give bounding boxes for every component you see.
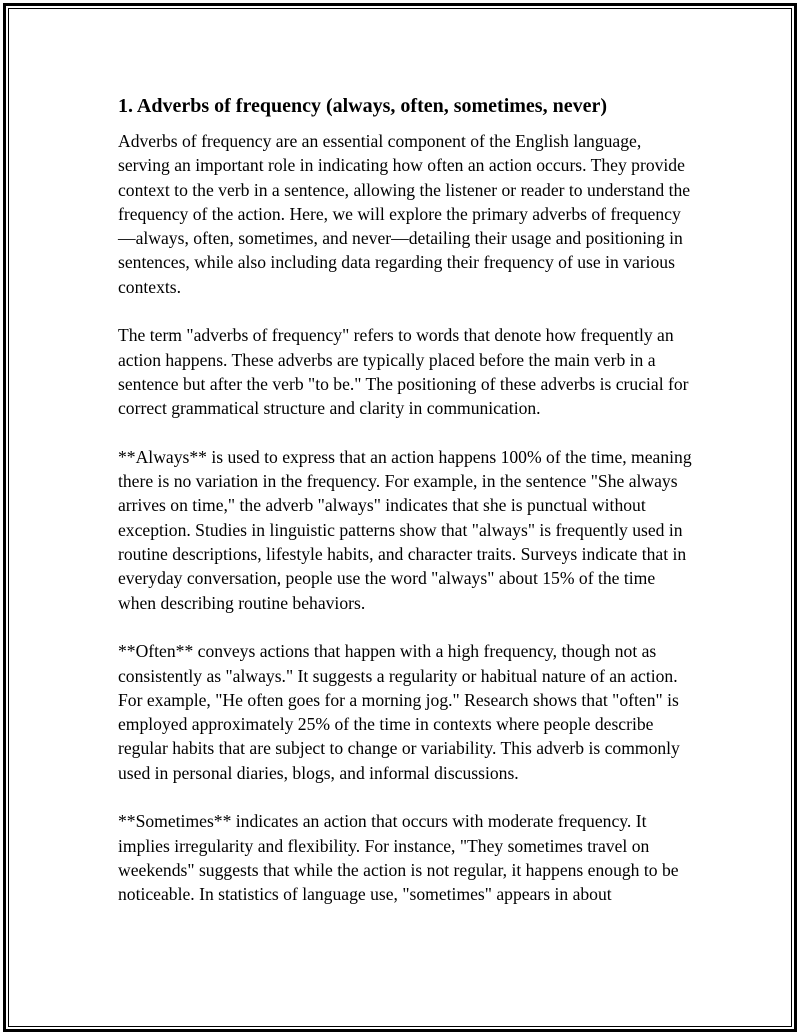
document-body (118, 92, 693, 931)
paragraph-often: **Often** conveys actions that happen with a high frequency, though not as consistently as "always." It suggests a regularity or habitual nature of an action. For example, "He often goes for a morning jog." Research shows that "often" is employed approximately 25% of the time in contexts where people describe regular habits that are subject to change or variability. This adverb is commonly used in personal diaries, blogs, and informal discussions. (118, 641, 680, 783)
paragraph-sometimes: **Sometimes** indicates an action that occurs with moderate frequency. It implies irregularity and flexibility. For instance, "They sometimes travel on weekends" suggests that while the action is not regular, it happens enough to be noticeable. In statistics of language use, "sometimes" appears in about (118, 811, 679, 905)
paragraph-intro: Adverbs of frequency are an essential component of the English language, serving an important role in indicating how often an action occurs. They provide context to the verb in a sentence, allowing the listener or reader to understand the frequency of the action. Here, we will explore the primary adverbs of frequency—always, often, sometimes, and never—detailing their usage and positioning in sentences, while also including data regarding their frequency of use in various contexts. (118, 131, 691, 297)
paragraph-definition: The term "adverbs of frequency" refers to words that denote how frequently an action happens. These adverbs are typically placed before the main verb in a sentence but after the verb "to be." The positioning of these adverbs is crucial for correct grammatical structure and clarity in communication. (118, 325, 689, 419)
section-heading: 1. Adverbs of frequency (always, often, sometimes, never) (118, 95, 607, 117)
paragraph-always: **Always** is used to express that an action happens 100% of the time, meaning there is no variation in the frequency. For example, in the sentence "She always arrives on time," the adverb "always" indicates that she is punctual without exception. Studies in linguistic patterns show that "always" is frequently used in routine descriptions, lifestyle habits, and character traits. Surveys indicate that in everyday conversation, people use the word "always" about 15% of the time when describing routine behaviors. (118, 446, 692, 613)
